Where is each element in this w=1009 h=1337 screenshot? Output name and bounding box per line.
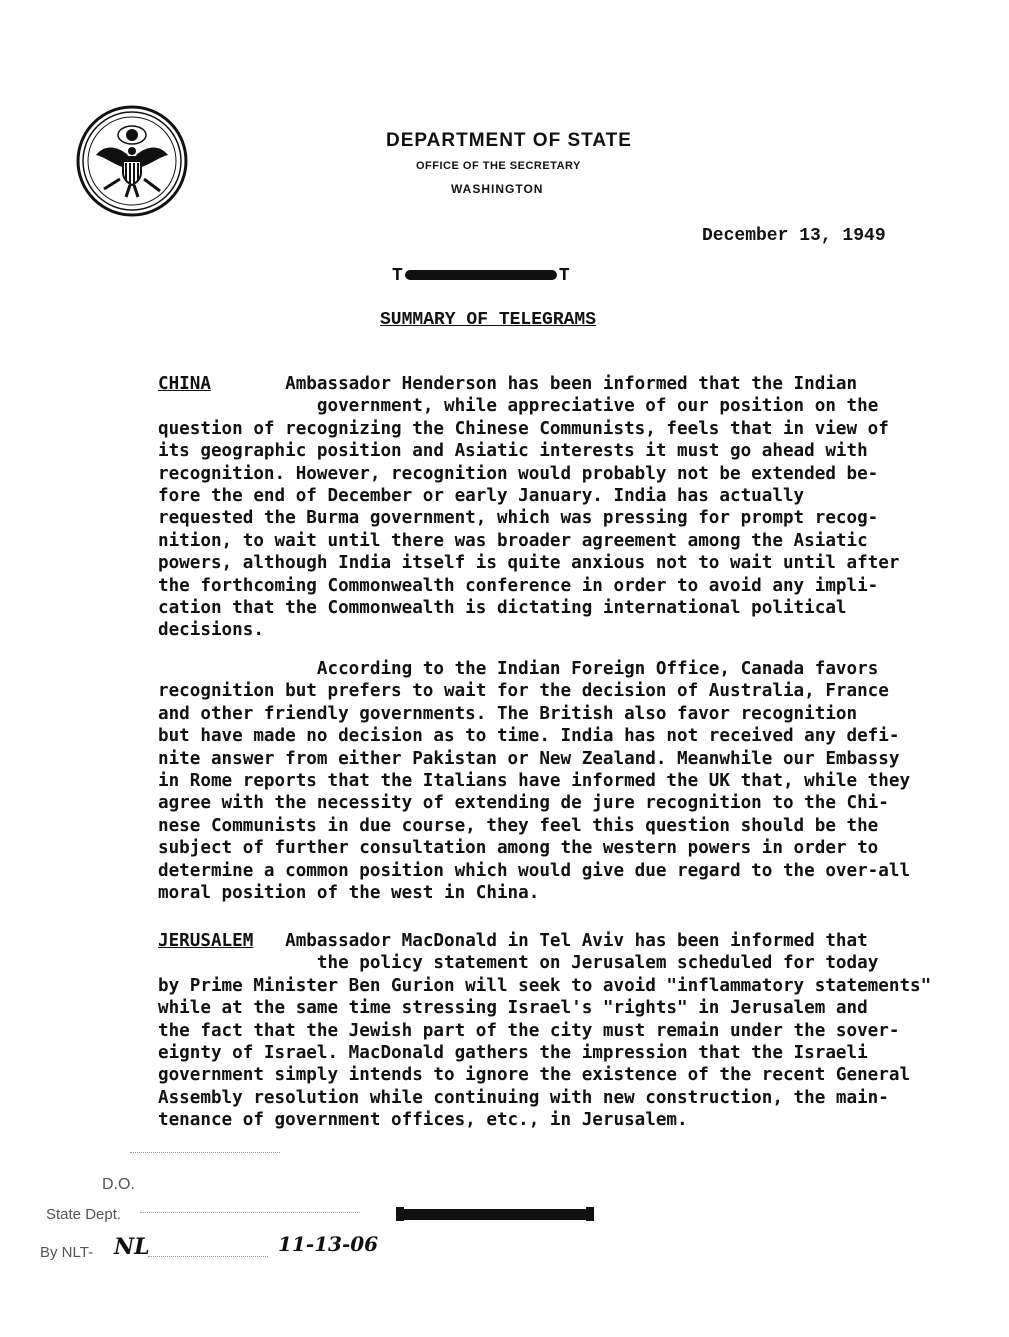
body-line: question of recognizing the Chinese Communists, feels that in view of — [158, 418, 889, 439]
body-line: cation that the Commonwealth is dictating international political — [158, 598, 847, 619]
body-line: in Rome reports that the Italians have informed the UK that, while they — [158, 771, 911, 792]
declassification-stamp — [40, 1140, 400, 1280]
document-date: December 13, 1949 — [702, 226, 886, 246]
body-line: fore the end of December or early January. India has actually — [158, 486, 805, 507]
letterhead-department: DEPARTMENT OF STATE — [386, 130, 632, 151]
stamp-initials: NL — [114, 1234, 150, 1260]
stamp-line-1: D.O. — [102, 1176, 135, 1193]
body-line: the policy statement on Jerusalem scheduled for today — [316, 953, 879, 974]
body-line: powers, although India itself is quite anxious not to wait until after — [158, 553, 900, 574]
section-heading: CHINA — [158, 374, 211, 394]
section-china-continued — [158, 658, 918, 904]
body-line: agree with the necessity of extending de jure recognition to the Chi- — [158, 793, 889, 814]
body-line: its geographic position and Asiatic interests it must go ahead with — [158, 441, 868, 462]
section-heading: JERUSALEM — [158, 931, 254, 951]
classification-bottom-redaction — [396, 1205, 594, 1223]
stamp-faded-line — [148, 1256, 268, 1258]
body-line: moral position of the west in China. — [158, 883, 540, 904]
classification-first-letter: T — [392, 266, 403, 286]
body-line: nese Communists in due course, they feel this question should be the — [158, 815, 879, 836]
stamp-faded-line — [130, 1152, 280, 1165]
letterhead-city: WASHINGTON — [451, 182, 544, 196]
document-title: SUMMARY OF TELEGRAMS — [380, 310, 597, 330]
body-line: requested the Burma government, which was pressing for prompt recog- — [158, 508, 879, 529]
classification-last-letter: T — [558, 266, 570, 286]
body-line: subject of further consultation among the western powers in order to — [158, 838, 879, 859]
body-line: Assembly resolution while continuing with new construction, the main- — [158, 1087, 889, 1108]
body-line: the fact that the Jewish part of the city must remain under the sover- — [158, 1020, 900, 1041]
classification-top — [392, 266, 570, 286]
body-line: by Prime Minister Ben Gurion will seek to avoid "inflammatory statements" — [158, 975, 932, 996]
body-line: recognition but prefers to wait for the decision of Australia, France — [158, 681, 889, 702]
classification-redaction — [405, 270, 557, 280]
body-line: decisions. — [158, 620, 264, 641]
letterhead-office: OFFICE OF THE SECRETARY — [416, 160, 581, 172]
stamp-faded-line — [140, 1212, 360, 1214]
body-line: but have made no decision as to time. India has not received any defi- — [158, 726, 900, 747]
stamp-date: 11-13-06 — [278, 1232, 379, 1256]
body-line: tenance of government offices, etc., in Jerusalem. — [158, 1110, 688, 1131]
section-china — [158, 373, 918, 642]
body-line: nite answer from either Pakistan or New Zealand. Meanwhile our Embassy — [158, 748, 900, 769]
stamp-line-2: State Dept. — [46, 1206, 122, 1223]
stamp-line-3: By NLT- — [40, 1244, 94, 1261]
body-line: government simply intends to ignore the existence of the recent General — [158, 1065, 911, 1086]
body-line: and other friendly governments. The British also favor recognition — [158, 703, 858, 724]
body-line: determine a common position which would give due regard to the over-all — [158, 860, 911, 881]
body-line: According to the Indian Foreign Office, Canada favors — [316, 659, 879, 679]
body-line: the forthcoming Commonwealth conference in order to avoid any impli- — [158, 575, 879, 596]
section-jerusalem — [158, 930, 932, 1132]
body-line: Ambassador Henderson has been informed that the Indian — [285, 374, 858, 394]
body-line: Ambassador MacDonald in Tel Aviv has been informed that — [285, 931, 868, 951]
body-line: nition, to wait until there was broader agreement among the Asiatic — [158, 530, 868, 551]
body-line: eignty of Israel. MacDonald gathers the impression that the Israeli — [158, 1043, 868, 1064]
body-line: while at the same time stressing Israel's "rights" in Jerusalem and — [158, 998, 868, 1019]
body-line: recognition. However, recognition would probably not be extended be- — [158, 463, 879, 484]
body-line: government, while appreciative of our position on the — [316, 396, 879, 417]
department-of-state-seal — [76, 105, 188, 217]
